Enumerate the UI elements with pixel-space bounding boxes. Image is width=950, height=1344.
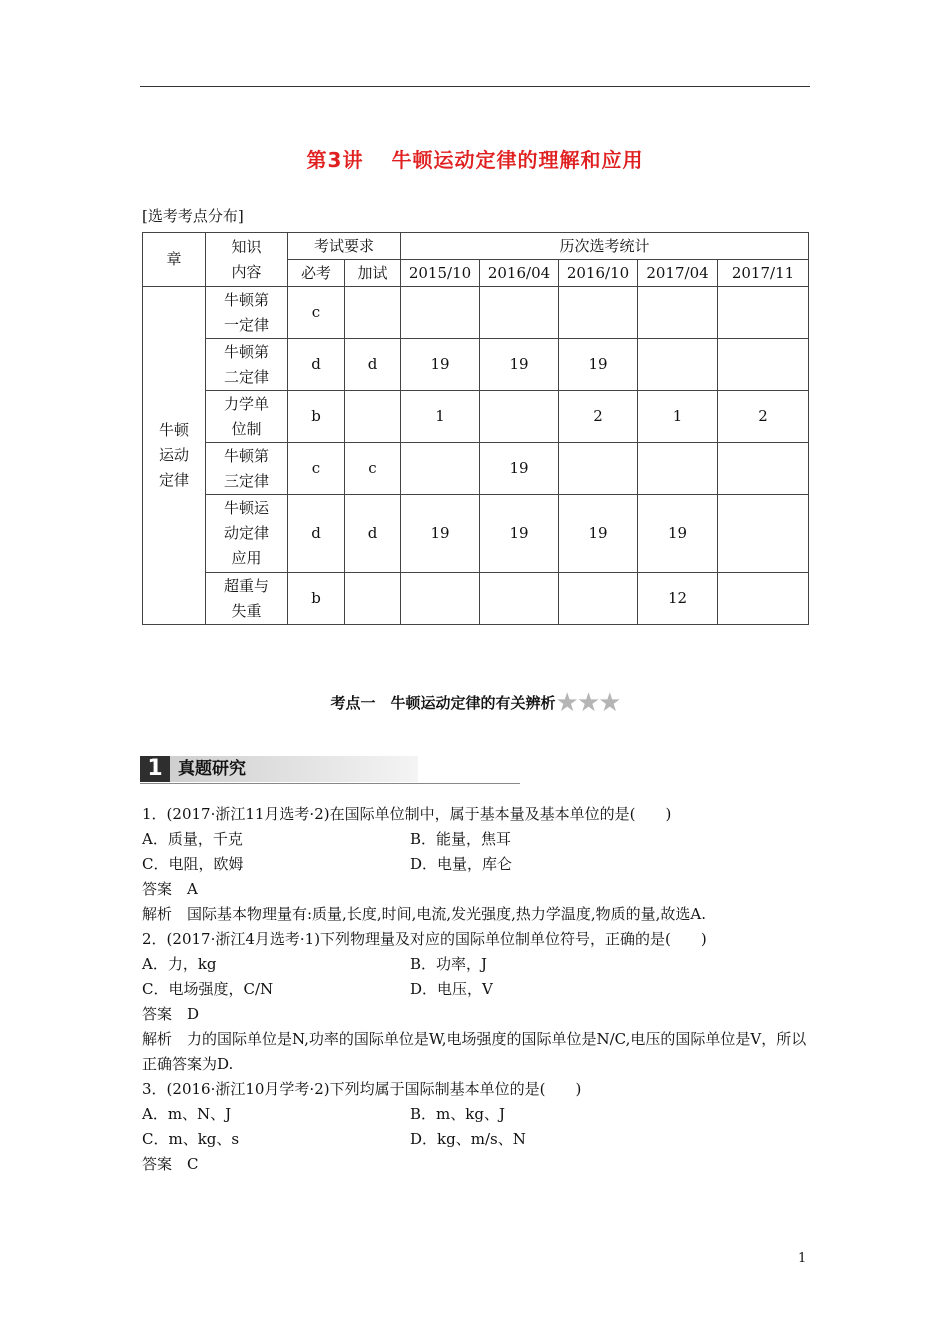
header-exam-requirements: 考试要求 — [288, 233, 401, 260]
chapter-line: 运动 — [158, 446, 189, 464]
header-knowledge-line: 内容 — [231, 262, 262, 281]
chapter-line: 牛顿 — [158, 421, 189, 439]
stat-cell — [638, 443, 718, 495]
option: C．电场强度，C/N — [142, 980, 274, 998]
question-list — [142, 802, 812, 1177]
header-knowledge-line: 知识 — [231, 237, 262, 256]
chapter-cell — [143, 287, 206, 625]
header-year: 2017/11 — [718, 260, 809, 287]
knowledge-cell — [206, 443, 288, 495]
option: D．电量，库仑 — [410, 855, 513, 873]
stat-cell — [718, 339, 809, 391]
stat-cell: 19 — [638, 495, 718, 573]
option: C．电阻，欧姆 — [142, 855, 244, 873]
header-history: 历次选考统计 — [401, 233, 809, 260]
options-row — [142, 852, 812, 877]
chapter-line: 定律 — [158, 471, 189, 489]
page-title — [0, 144, 950, 173]
question-stem: 1．(2017·浙江11月选考·2)在国际单位制中，属于基本量及基本单位的是( ) — [142, 805, 672, 823]
knowledge-cell — [206, 391, 288, 443]
stat-cell — [718, 573, 809, 625]
header-rule — [140, 86, 810, 87]
analysis: 解析 国际基本物理量有:质量,长度,时间,电流,发光强度,热力学温度,物质的量,故选A. — [142, 905, 707, 923]
header-year: 2017/04 — [638, 260, 718, 287]
knowledge-line: 动定律 — [223, 524, 269, 542]
knowledge-line: 一定律 — [223, 315, 269, 334]
stat-cell: 19 — [559, 495, 638, 573]
table-row — [143, 287, 809, 339]
extra-cell — [345, 391, 401, 443]
stat-cell: 19 — [401, 339, 480, 391]
stat-cell: 2 — [559, 391, 638, 443]
stat-cell — [480, 391, 559, 443]
extra-cell: d — [345, 339, 401, 391]
table-caption: [选考考点分布] — [142, 207, 244, 225]
banner-underline — [140, 783, 520, 784]
stat-cell — [559, 443, 638, 495]
question — [142, 802, 812, 927]
table-row — [143, 573, 809, 625]
header-year: 2015/10 — [401, 260, 480, 287]
table-row — [143, 391, 809, 443]
extra-cell: c — [345, 443, 401, 495]
knowledge-line: 牛顿第 — [223, 290, 269, 309]
section-title — [0, 688, 950, 718]
exam-distribution-table — [142, 232, 809, 625]
difficulty-stars-icon: ★★★ — [555, 688, 620, 718]
required-cell: b — [288, 391, 345, 443]
knowledge-line: 牛顿运 — [223, 499, 269, 517]
knowledge-line: 牛顿第 — [223, 446, 269, 465]
knowledge-line: 三定律 — [223, 471, 269, 490]
option: B．功率，J — [410, 955, 488, 973]
stat-cell — [401, 443, 480, 495]
header-year: 2016/10 — [559, 260, 638, 287]
stat-cell — [638, 339, 718, 391]
section-title-text: 考点一 牛顿运动定律的有关辨析 — [330, 694, 556, 712]
knowledge-cell — [206, 339, 288, 391]
option: C．m、kg、s — [142, 1130, 240, 1148]
stat-cell — [401, 573, 480, 625]
header-knowledge — [206, 233, 288, 287]
stat-cell: 19 — [480, 339, 559, 391]
stat-cell: 1 — [401, 391, 480, 443]
stat-cell — [718, 495, 809, 573]
header-year: 2016/04 — [480, 260, 559, 287]
stat-cell — [638, 287, 718, 339]
stat-cell: 19 — [480, 495, 559, 573]
table-row — [143, 495, 809, 573]
analysis: 解析 力的国际单位是N,功率的国际单位是W,电场强度的国际单位是N/C,电压的国际单位是V，所以正确答案为D. — [142, 1030, 807, 1073]
stat-cell — [480, 287, 559, 339]
knowledge-line: 位制 — [231, 419, 262, 438]
stat-cell — [559, 573, 638, 625]
stat-cell: 19 — [480, 443, 559, 495]
required-cell: b — [288, 573, 345, 625]
option: B．能量，焦耳 — [410, 830, 512, 848]
lesson-title: 牛顿运动定律的理解和应用 — [391, 148, 644, 172]
stat-cell — [718, 443, 809, 495]
answer: 答案 C — [142, 1155, 199, 1173]
stat-cell — [559, 287, 638, 339]
option: B．m、kg、J — [410, 1105, 505, 1123]
stat-cell: 1 — [638, 391, 718, 443]
options-row — [142, 977, 812, 1002]
stat-cell — [718, 287, 809, 339]
knowledge-line: 失重 — [231, 601, 262, 620]
required-cell: c — [288, 287, 345, 339]
knowledge-line: 超重与 — [223, 576, 269, 595]
required-cell: d — [288, 495, 345, 573]
question-stem: 3．(2016·浙江10月学考·2)下列均属于国际制基本单位的是( ) — [142, 1080, 582, 1098]
answer: 答案 A — [142, 880, 198, 898]
question — [142, 927, 812, 1077]
knowledge-line: 二定律 — [223, 367, 269, 386]
extra-cell — [345, 287, 401, 339]
options-row — [142, 952, 812, 977]
option: A．力，kg — [142, 955, 217, 973]
stat-cell: 19 — [401, 495, 480, 573]
header-chapter: 章 — [143, 233, 206, 287]
question-stem: 2．(2017·浙江4月选考·1)下列物理量及对应的国际单位制单位符号，正确的是( ) — [142, 930, 707, 948]
knowledge-cell — [206, 495, 288, 573]
header-required: 必考 — [288, 260, 345, 287]
table-row — [143, 443, 809, 495]
option: D．电压，V — [410, 980, 493, 998]
option: D．kg、m/s、N — [410, 1130, 526, 1148]
options-row — [142, 1102, 812, 1127]
knowledge-line: 应用 — [231, 549, 262, 567]
stat-cell: 19 — [559, 339, 638, 391]
extra-cell: d — [345, 495, 401, 573]
stat-cell: 12 — [638, 573, 718, 625]
answer: 答案 D — [142, 1005, 200, 1023]
page-number: 1 — [798, 1251, 807, 1266]
option: A．质量，千克 — [142, 830, 243, 848]
extra-cell — [345, 573, 401, 625]
question — [142, 1077, 812, 1177]
options-row — [142, 827, 812, 852]
stat-cell: 2 — [718, 391, 809, 443]
knowledge-line: 力学单 — [223, 394, 269, 413]
knowledge-line: 牛顿第 — [223, 342, 269, 361]
required-cell: c — [288, 443, 345, 495]
required-cell: d — [288, 339, 345, 391]
option: A．m、N、J — [142, 1105, 232, 1123]
options-row — [142, 1127, 812, 1152]
table-row — [143, 339, 809, 391]
lesson-number: 第3讲 — [306, 148, 364, 172]
banner-number: 1 — [140, 756, 170, 782]
knowledge-cell — [206, 287, 288, 339]
knowledge-cell — [206, 573, 288, 625]
banner-label: 真题研究 — [170, 756, 418, 782]
stat-cell — [480, 573, 559, 625]
section-banner — [140, 756, 520, 784]
header-extra: 加试 — [345, 260, 401, 287]
stat-cell — [401, 287, 480, 339]
